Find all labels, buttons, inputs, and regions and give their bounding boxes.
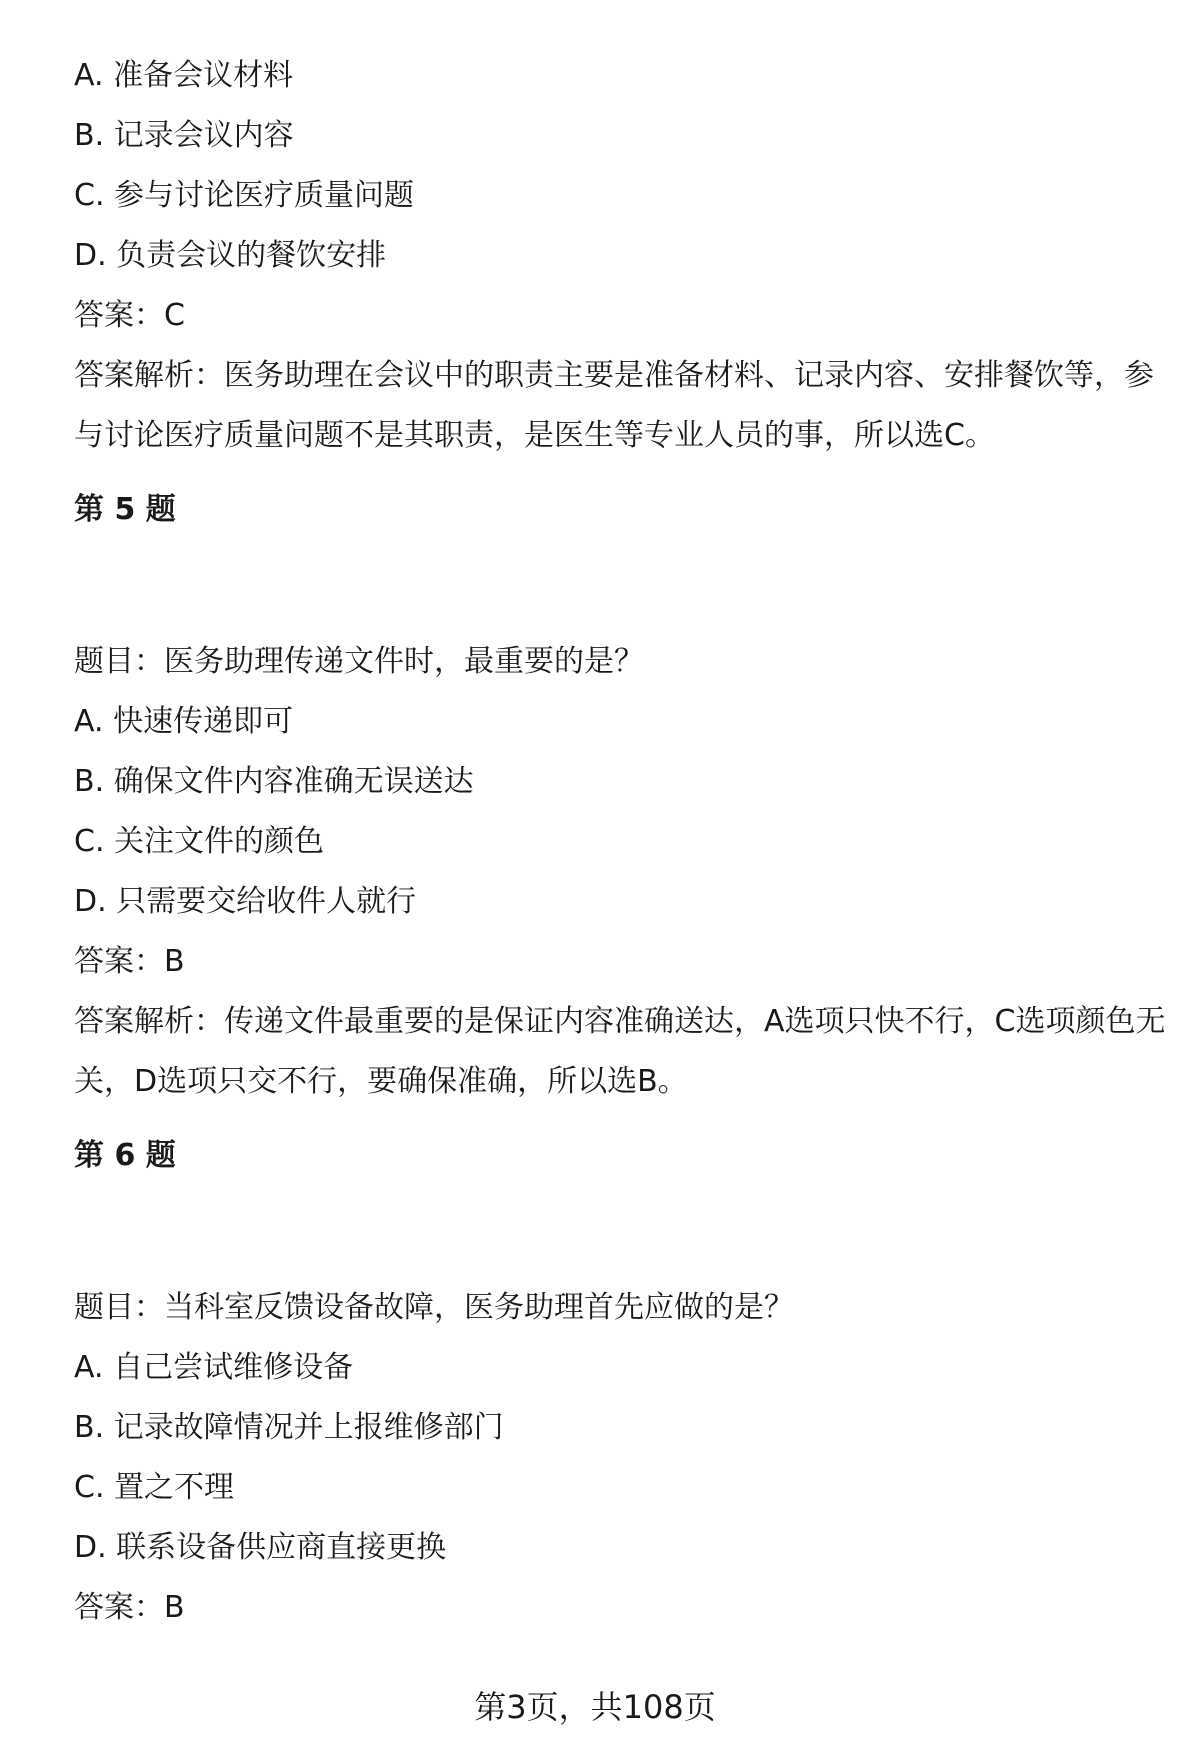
question-6-block [74, 1126, 1174, 1638]
option-a: A. 自己尝试维修设备 [74, 1350, 354, 1385]
answer-analysis: 答案解析：传递文件最重要的是保证内容准确送达，A选项只快不行，C选项颜色无关，D选项只交不行，要确保准确，所以选B。 [74, 1004, 1166, 1099]
answer: 答案：B [74, 1590, 185, 1625]
option-c: C. 关注文件的颜色 [74, 824, 325, 859]
answer-analysis: 答案解析：医务助理在会议中的职责主要是准备材料、记录内容、安排餐饮等，参与讨论医疗质量问题不是其职责，是医生等专业人员的事，所以选C。 [74, 358, 1154, 453]
option-d: D. 负责会议的餐饮安排 [74, 238, 387, 273]
option-c: C. 置之不理 [74, 1470, 235, 1505]
answer: 答案：C [74, 298, 185, 333]
question-text: 题目：医务助理传递文件时，最重要的是？ [74, 644, 644, 679]
option-b: B. 记录故障情况并上报维修部门 [74, 1410, 504, 1445]
option-d: D. 只需要交给收件人就行 [74, 884, 417, 919]
question-5-block [74, 480, 1174, 1112]
option-a: A. 快速传递即可 [74, 704, 294, 739]
question-text: 题目：当科室反馈设备故障，医务助理首先应做的是？ [74, 1290, 794, 1325]
option-d: D. 联系设备供应商直接更换 [74, 1530, 447, 1565]
question-4-block [74, 46, 1174, 466]
option-b: B. 确保文件内容准确无误送达 [74, 764, 474, 799]
question-heading: 第 5 题 [74, 492, 176, 527]
option-c: C. 参与讨论医疗质量问题 [74, 178, 415, 213]
document-page [74, 46, 1174, 1638]
answer: 答案：B [74, 944, 185, 979]
page-number: 第3页，共108页 [474, 1688, 716, 1726]
option-a: A. 准备会议材料 [74, 58, 294, 93]
option-b: B. 记录会议内容 [74, 118, 294, 153]
question-heading: 第 6 题 [74, 1138, 176, 1173]
